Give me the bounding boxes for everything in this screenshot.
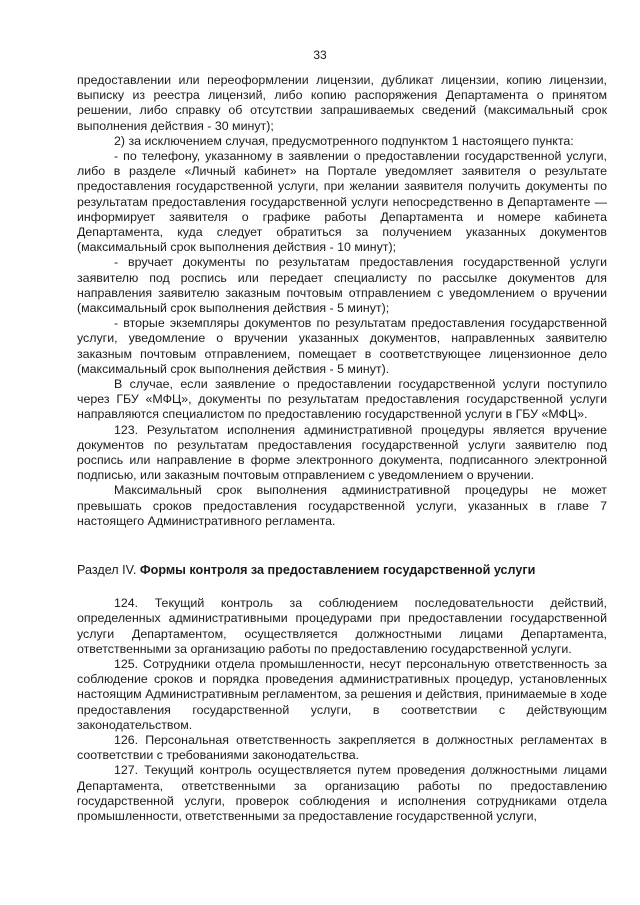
section-prefix: Раздел IV. (77, 563, 140, 578)
paragraph-max-term: Максимальный срок выполнения административной процедуры не может превышать сроков предоставления государственной услуги, указанных в главе 7 настоящего Административного регламента. (77, 483, 607, 528)
paragraph-bullet-copies: - вторые экземпляры документов по результатам предоставления государственной услуги, уведомление о вручении указанных документов, направленных заявителю заказным почтовым отправлением, помещает в соответствующее лицензионное дело (максимальный срок выполнения действия - 5 минут). (77, 316, 607, 376)
section-title: Формы контроля за предоставлением государственной услуги (139, 563, 536, 578)
paragraph-125: 125. Сотрудники отдела промышленности, несут персональную ответственность за соблюдение сроков и порядка проведения административных процедур, установленных настоящим Административным регламентом, за решения и действия, принимаемые в ходе предоставления государственной услуги, в соответствии с действующим законодательством. (77, 656, 607, 732)
paragraph-bullet-notify: - по телефону, указанному в заявлении о предоставлении государственной услуги, либо в разделе «Личный кабинет» на Портале уведомляет заявителя о результате предоставления государственной услуги, при желании заявителя получить документы по результатам предоставления государственной услуги непосредственно в Департаменте — информирует заявителя о графике работы Департамента и номере кабинета Департамента, куда следует обратиться за получением указанных документов (максимальный срок выполнения действия - 10 минут); (77, 149, 607, 255)
paragraph-126: 126. Персональная ответственность закрепляется в должностных регламентах в соответствии с требованиями законодательства. (77, 732, 607, 763)
paragraph-bullet-handover: - вручает документы по результатам предоставления государственной услуги заявителю под роспись или передает специалисту по рассылке документов для направления заявителю заказным почтовым отправлением с уведомлением о вручении (максимальный срок выполнения действия - 5 минут); (77, 255, 607, 316)
paragraph-subitem-2: 2) за исключением случая, предусмотренного подпунктом 1 настоящего пункта: (114, 133, 574, 148)
paragraph-mfc-case: В случае, если заявление о предоставлении государственной услуги поступило через ГБУ «МФЦ», документы по результатам предоставления государственной услуги направляются специалистом по предоставлению государственной услуги в ГБУ «МФЦ». (77, 377, 607, 422)
page-number: 33 (313, 48, 327, 62)
section-heading (77, 563, 607, 578)
paragraph-127: 127. Текущий контроль осуществляется путем проведения должностными лицами Департамента, ответственными за организацию работы по предоставлению государственной услуги, проверок соблюдения и исполнения сотрудниками отдела промышленности, ответственными за предоставление государственной услуги, (77, 763, 607, 823)
paragraph-continuation: предоставлении или переоформлении лицензии, дубликат лицензии, копию лицензии, выписку из реестра лицензий, либо копию распоряжения Департамента о принятом решении, либо справку об отсутствии запрашиваемых сведений (максимальный срок выполнения действия - 30 минут); (77, 73, 607, 133)
paragraph-124: 124. Текущий контроль за соблюдением последовательности действий, определенных административными процедурами при предоставлении государственной услуги Департаментом, осуществляется должностными лицами Департамента, ответственными за организацию работы по предоставлению государственной услуги. (77, 596, 607, 656)
paragraph-123: 123. Результатом исполнения административной процедуры является вручение документов по результатам предоставления государственной услуги заявителю под роспись или направление в форме электронного документа, подписанного электронной подписью, или заказным почтовым отправлением с уведомлением о вручении. (77, 422, 607, 483)
document-body (77, 73, 607, 824)
